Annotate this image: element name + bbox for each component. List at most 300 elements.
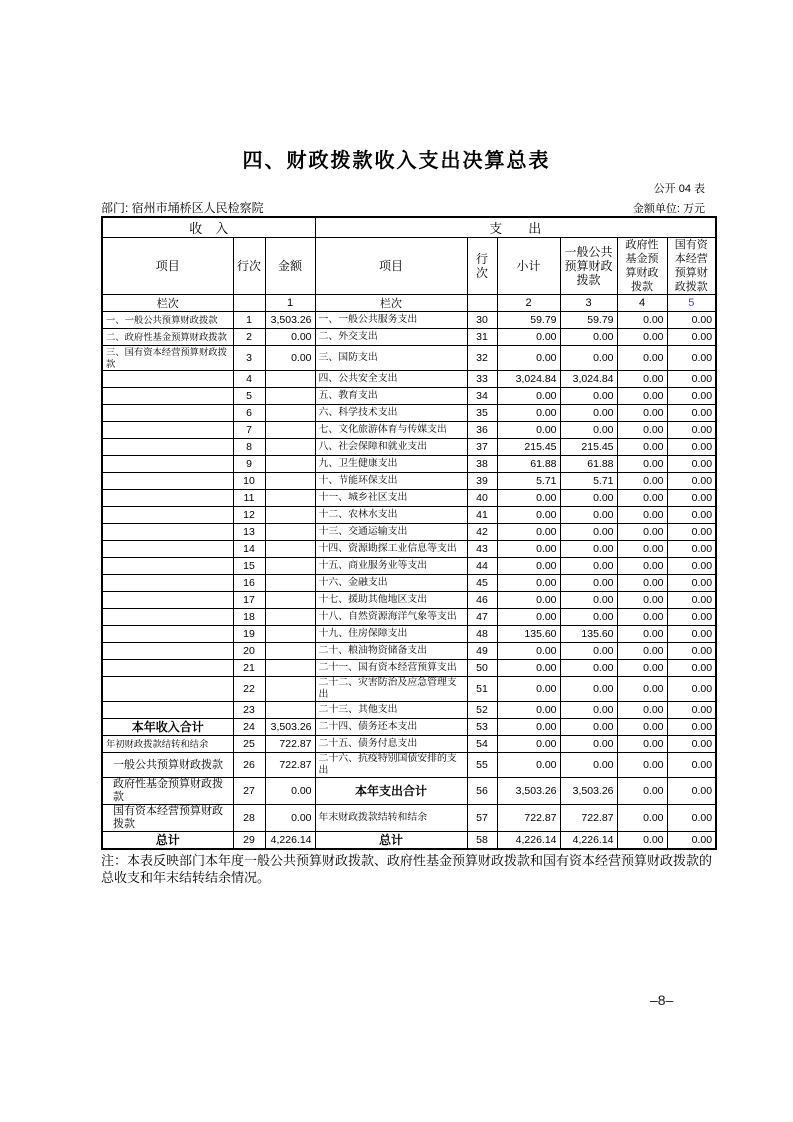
general-budget-cell: 0.00 [560,609,617,626]
expense-item-cell: 二十、粮油物资储备支出 [315,643,467,660]
table-row [102,778,716,805]
table-row [102,575,716,592]
state-capital-cell: 0.00 [667,329,716,346]
expense-rowno-cell: 43 [467,541,497,558]
income-amount-cell [265,643,315,660]
expense-item-cell: 三、国防支出 [315,346,467,371]
subtotal-cell: 215.45 [497,439,560,456]
subtotal-cell: 4,226.14 [497,832,560,849]
footnote-line: 注：本表反映部门本年度一般公共预算财政拨款、政府性基金预算财政拨款和国有资本经营预算财政拨款的 [101,852,713,868]
income-amount-cell [265,575,315,592]
state-capital-cell: 0.00 [667,643,716,660]
table-row [102,753,716,778]
table-row [102,609,716,626]
state-capital-cell: 0.00 [667,490,716,507]
expense-rowno-cell: 48 [467,626,497,643]
general-budget-cell: 0.00 [560,541,617,558]
gov-fund-cell: 0.00 [617,702,667,719]
subtotal-cell: 59.79 [497,312,560,329]
income-rowno-cell: 17 [233,592,265,609]
income-rowno-cell: 21 [233,660,265,677]
expense-item-cell: 十三、交通运输支出 [315,524,467,541]
subtotal-cell: 0.00 [497,346,560,371]
income-rowno-cell: 12 [233,507,265,524]
income-item-cell: 国有资本经营预算财政拨款 [102,805,233,832]
expense-rowno-cell: 42 [467,524,497,541]
lane-no-4: 4 [617,295,667,312]
table-row [102,736,716,753]
page-title: 四、财政拨款收入支出决算总表 [242,150,551,172]
general-budget-cell: 0.00 [560,388,617,405]
income-item-cell [102,524,233,541]
lane-no-3: 3 [560,295,617,312]
gov-fund-cell: 0.00 [617,677,667,702]
expense-item-cell: 十七、援助其他地区支出 [315,592,467,609]
general-budget-cell: 0.00 [560,507,617,524]
table-row [102,456,716,473]
income-rowno-cell: 6 [233,405,265,422]
income-rowno-cell: 11 [233,490,265,507]
gov-fund-cell: 0.00 [617,609,667,626]
income-section-header: 收 入 [102,217,315,238]
subtotal-cell: 0.00 [497,753,560,778]
expense-rowno-cell: 37 [467,439,497,456]
state-capital-cell: 0.00 [667,541,716,558]
general-budget-cell: 215.45 [560,439,617,456]
subtotal-cell: 3,503.26 [497,778,560,805]
lane-blank [467,295,497,312]
expense-rowno-cell: 46 [467,592,497,609]
expense-item-cell: 十九、住房保障支出 [315,626,467,643]
income-item-cell: 政府性基金预算财政拨款 [102,778,233,805]
income-rowno-cell: 27 [233,778,265,805]
gov-fund-cell: 0.00 [617,643,667,660]
income-item-cell [102,702,233,719]
expense-item-cell: 五、教育支出 [315,388,467,405]
expense-rowno-cell: 33 [467,371,497,388]
income-rowno-cell: 26 [233,753,265,778]
expense-item-cell: 二、外交支出 [315,329,467,346]
gov-fund-cell: 0.00 [617,575,667,592]
general-budget-cell: 0.00 [560,422,617,439]
table-row [102,473,716,490]
col-general-budget: 一般公共预算财政拨款 [560,238,617,295]
general-budget-cell: 0.00 [560,329,617,346]
income-rowno-cell: 2 [233,329,265,346]
income-amount-cell: 722.87 [265,753,315,778]
column-header-row [102,238,716,295]
income-amount-cell [265,507,315,524]
income-item-cell: 一般公共预算财政拨款 [102,753,233,778]
col-income-item: 项目 [102,238,233,295]
gov-fund-cell: 0.00 [617,524,667,541]
general-budget-cell: 0.00 [560,677,617,702]
subtotal-cell: 0.00 [497,388,560,405]
income-item-cell [102,405,233,422]
general-budget-cell: 0.00 [560,490,617,507]
gov-fund-cell: 0.00 [617,558,667,575]
expense-rowno-cell: 30 [467,312,497,329]
gov-fund-cell: 0.00 [617,778,667,805]
income-item-cell [102,660,233,677]
table-row [102,558,716,575]
income-item-cell [102,626,233,643]
state-capital-cell: 0.00 [667,626,716,643]
general-budget-cell: 0.00 [560,753,617,778]
gov-fund-cell: 0.00 [617,736,667,753]
col-expense-item: 项目 [315,238,467,295]
gov-fund-cell: 0.00 [617,490,667,507]
income-amount-cell [265,405,315,422]
expense-item-cell: 十二、农林水支出 [315,507,467,524]
expense-rowno-cell: 51 [467,677,497,702]
income-item-cell: 一、一般公共预算财政拨款 [102,312,233,329]
income-amount-cell: 3,503.26 [265,719,315,736]
general-budget-cell: 0.00 [560,660,617,677]
general-budget-cell: 3,024.84 [560,371,617,388]
subtotal-cell: 0.00 [497,507,560,524]
lane-label-income: 栏次 [102,295,233,312]
income-item-cell: 本年收入合计 [102,719,233,736]
general-budget-cell: 4,226.14 [560,832,617,849]
general-budget-cell: 0.00 [560,575,617,592]
income-rowno-cell: 23 [233,702,265,719]
income-item-cell [102,456,233,473]
income-amount-cell [265,422,315,439]
gov-fund-cell: 0.00 [617,832,667,849]
expense-rowno-cell: 36 [467,422,497,439]
table-row [102,507,716,524]
lane-no-2: 2 [497,295,560,312]
income-amount-cell [265,541,315,558]
general-budget-cell: 0.00 [560,524,617,541]
table-row [102,422,716,439]
lane-blank [233,295,265,312]
income-item-cell: 二、政府性基金预算财政拨款 [102,329,233,346]
subtotal-cell: 135.60 [497,626,560,643]
footnote [101,852,717,886]
state-capital-cell: 0.00 [667,592,716,609]
expense-rowno-cell: 34 [467,388,497,405]
expense-item-cell: 总计 [315,832,467,849]
income-amount-cell [265,439,315,456]
expense-item-cell: 八、社会保障和就业支出 [315,439,467,456]
income-item-cell: 总计 [102,832,233,849]
expense-rowno-cell: 45 [467,575,497,592]
expense-item-cell: 年末财政拨款结转和结余 [315,805,467,832]
state-capital-cell: 0.00 [667,507,716,524]
expense-rowno-cell: 55 [467,753,497,778]
subtotal-cell: 61.88 [497,456,560,473]
income-rowno-cell: 4 [233,371,265,388]
col-income-amount: 金额 [265,238,315,295]
income-amount-cell: 3,503.26 [265,312,315,329]
expense-rowno-cell: 53 [467,719,497,736]
gov-fund-cell: 0.00 [617,592,667,609]
expense-item-cell: 十、节能环保支出 [315,473,467,490]
expense-item-cell: 一、一般公共服务支出 [315,312,467,329]
lane-label-expense: 栏次 [315,295,467,312]
general-budget-cell: 722.87 [560,805,617,832]
general-budget-cell: 0.00 [560,719,617,736]
income-amount-cell [265,473,315,490]
income-item-cell [102,558,233,575]
income-rowno-cell: 14 [233,541,265,558]
state-capital-cell: 0.00 [667,660,716,677]
income-rowno-cell: 25 [233,736,265,753]
income-rowno-cell: 7 [233,422,265,439]
expense-item-cell: 十六、金融支出 [315,575,467,592]
gov-fund-cell: 0.00 [617,805,667,832]
state-capital-cell: 0.00 [667,405,716,422]
income-amount-cell: 0.00 [265,778,315,805]
state-capital-cell: 0.00 [667,575,716,592]
income-item-cell: 三、国有资本经营预算财政拨款 [102,346,233,371]
expense-rowno-cell: 35 [467,405,497,422]
subtotal-cell: 0.00 [497,329,560,346]
state-capital-cell: 0.00 [667,439,716,456]
income-amount-cell [265,558,315,575]
income-rowno-cell: 9 [233,456,265,473]
expense-rowno-cell: 57 [467,805,497,832]
subtotal-cell: 0.00 [497,677,560,702]
table-row [102,719,716,736]
gov-fund-cell: 0.00 [617,405,667,422]
col-expense-rowno: 行次 [467,238,497,295]
income-rowno-cell: 22 [233,677,265,702]
gov-fund-cell: 0.00 [617,719,667,736]
expense-section-header: 支 出 [315,217,716,238]
table-row [102,643,716,660]
subtotal-cell: 0.00 [497,643,560,660]
income-amount-cell: 0.00 [265,329,315,346]
general-budget-cell: 0.00 [560,702,617,719]
income-rowno-cell: 3 [233,346,265,371]
state-capital-cell: 0.00 [667,422,716,439]
expense-rowno-cell: 44 [467,558,497,575]
form-code-label: 公开 04 表 [653,183,705,195]
general-budget-cell: 135.60 [560,626,617,643]
expense-rowno-cell: 41 [467,507,497,524]
income-item-cell [102,388,233,405]
table-row [102,592,716,609]
lane-number-row [102,295,716,312]
subtotal-cell: 0.00 [497,660,560,677]
table-row [102,677,716,702]
income-rowno-cell: 19 [233,626,265,643]
income-rowno-cell: 5 [233,388,265,405]
table-row [102,805,716,832]
lane-no-5: 5 [667,295,716,312]
expense-item-cell: 十一、城乡社区支出 [315,490,467,507]
subtotal-cell: 0.00 [497,702,560,719]
subtotal-cell: 0.00 [497,405,560,422]
expense-rowno-cell: 58 [467,832,497,849]
subtotal-cell: 0.00 [497,719,560,736]
expense-item-cell: 九、卫生健康支出 [315,456,467,473]
lane-no-1: 1 [265,295,315,312]
table-row [102,405,716,422]
expense-item-cell: 本年支出合计 [315,778,467,805]
expense-rowno-cell: 56 [467,778,497,805]
expense-item-cell: 十八、自然资源海洋气象等支出 [315,609,467,626]
state-capital-cell: 0.00 [667,312,716,329]
state-capital-cell: 0.00 [667,388,716,405]
general-budget-cell: 0.00 [560,592,617,609]
col-subtotal: 小计 [497,238,560,295]
state-capital-cell: 0.00 [667,558,716,575]
income-amount-cell [265,592,315,609]
table-row [102,312,716,329]
table-row [102,329,716,346]
table-row [102,660,716,677]
general-budget-cell: 0.00 [560,346,617,371]
gov-fund-cell: 0.00 [617,660,667,677]
expense-item-cell: 二十四、债务还本支出 [315,719,467,736]
expense-rowno-cell: 39 [467,473,497,490]
income-amount-cell: 4,226.14 [265,832,315,849]
amount-unit-label: 金额单位: 万元 [632,203,705,215]
income-rowno-cell: 16 [233,575,265,592]
subtotal-cell: 0.00 [497,558,560,575]
section-header-row [102,217,716,238]
department-label: 部门: 宿州市埇桥区人民检察院 [101,201,264,215]
income-amount-cell [265,456,315,473]
gov-fund-cell: 0.00 [617,312,667,329]
table-row [102,371,716,388]
expense-item-cell: 二十三、其他支出 [315,702,467,719]
subtotal-cell: 3,024.84 [497,371,560,388]
income-amount-cell [265,702,315,719]
income-rowno-cell: 15 [233,558,265,575]
subtotal-cell: 0.00 [497,490,560,507]
table-row [102,346,716,371]
expense-item-cell: 二十二、灾害防治及应急管理支出 [315,677,467,702]
income-item-cell [102,609,233,626]
income-amount-cell [265,371,315,388]
gov-fund-cell: 0.00 [617,473,667,490]
general-budget-cell: 3,503.26 [560,778,617,805]
income-amount-cell [265,677,315,702]
general-budget-cell: 0.00 [560,643,617,660]
gov-fund-cell: 0.00 [617,388,667,405]
gov-fund-cell: 0.00 [617,626,667,643]
subtotal-cell: 5.71 [497,473,560,490]
general-budget-cell: 5.71 [560,473,617,490]
income-item-cell: 年初财政拨款结转和结余 [102,736,233,753]
income-rowno-cell: 10 [233,473,265,490]
state-capital-cell: 0.00 [667,736,716,753]
col-gov-fund: 政府性基金预算财政拨款 [617,238,667,295]
income-item-cell [102,473,233,490]
gov-fund-cell: 0.00 [617,507,667,524]
expense-item-cell: 二十五、债务付息支出 [315,736,467,753]
subtotal-cell: 0.00 [497,592,560,609]
income-item-cell [102,541,233,558]
income-rowno-cell: 20 [233,643,265,660]
state-capital-cell: 0.00 [667,456,716,473]
table-row [102,832,716,849]
expense-rowno-cell: 38 [467,456,497,473]
gov-fund-cell: 0.00 [617,541,667,558]
expense-rowno-cell: 32 [467,346,497,371]
expense-item-cell: 四、公共安全支出 [315,371,467,388]
expense-item-cell: 十五、商业服务业等支出 [315,558,467,575]
income-item-cell [102,422,233,439]
income-rowno-cell: 1 [233,312,265,329]
income-amount-cell [265,490,315,507]
subtotal-cell: 0.00 [497,609,560,626]
income-amount-cell [265,626,315,643]
income-rowno-cell: 29 [233,832,265,849]
meta-row [101,195,717,216]
gov-fund-cell: 0.00 [617,439,667,456]
col-state-capital: 国有资本经营预算财政拨款 [667,238,716,295]
expense-item-cell: 二十六、抗疫特别国债安排的支出 [315,753,467,778]
income-amount-cell: 0.00 [265,805,315,832]
gov-fund-cell: 0.00 [617,753,667,778]
income-rowno-cell: 28 [233,805,265,832]
state-capital-cell: 0.00 [667,719,716,736]
state-capital-cell: 0.00 [667,677,716,702]
table-row [102,490,716,507]
table-row [102,541,716,558]
state-capital-cell: 0.00 [667,832,716,849]
income-item-cell [102,490,233,507]
expense-rowno-cell: 54 [467,736,497,753]
subtotal-cell: 0.00 [497,575,560,592]
general-budget-cell: 0.00 [560,736,617,753]
expense-rowno-cell: 52 [467,702,497,719]
income-item-cell [102,643,233,660]
income-item-cell [102,575,233,592]
income-rowno-cell: 18 [233,609,265,626]
general-budget-cell: 59.79 [560,312,617,329]
expense-rowno-cell: 50 [467,660,497,677]
expense-item-cell: 六、科学技术支出 [315,405,467,422]
income-item-cell [102,677,233,702]
income-item-cell [102,592,233,609]
state-capital-cell: 0.00 [667,702,716,719]
income-item-cell [102,439,233,456]
subtotal-cell: 0.00 [497,524,560,541]
state-capital-cell: 0.00 [667,524,716,541]
page-number: –8– [650,992,674,1008]
table-body [102,312,716,849]
subtotal-cell: 0.00 [497,736,560,753]
income-amount-cell: 722.87 [265,736,315,753]
income-rowno-cell: 24 [233,719,265,736]
state-capital-cell: 0.00 [667,371,716,388]
table-row [102,388,716,405]
gov-fund-cell: 0.00 [617,456,667,473]
footnote-line: 总收支和年末结转结余情况。 [101,869,271,885]
state-capital-cell: 0.00 [667,609,716,626]
gov-fund-cell: 0.00 [617,346,667,371]
content-area [101,180,717,886]
income-amount-cell [265,660,315,677]
general-budget-cell: 61.88 [560,456,617,473]
income-amount-cell [265,609,315,626]
expense-rowno-cell: 40 [467,490,497,507]
income-rowno-cell: 8 [233,439,265,456]
expense-rowno-cell: 31 [467,329,497,346]
table-row [102,702,716,719]
income-item-cell [102,507,233,524]
expense-item-cell: 十四、资源勘探工业信息等支出 [315,541,467,558]
col-income-rowno: 行次 [233,238,265,295]
income-amount-cell [265,524,315,541]
